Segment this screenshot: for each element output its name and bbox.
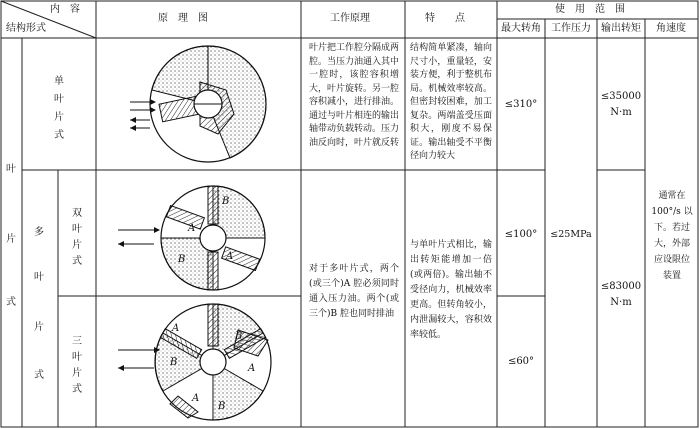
multi-principle: 对于多叶片式，两个(或三个)A 腔必须同时通入压力油。两个(或三个)B 腔也同时排油 [309,264,399,319]
single-features: 结构简单紧凑，轴向尺寸小，重量轻，安装方便，利于整机布局。机械效率较高。但密封较困难，加工复杂。两端盖受压面积大，刚度不易保证。输出轴受不平衡径向力较大 [410,43,492,161]
single-principle: 叶片把工作腔分隔成两腔。当压力油通入其中一腔时，该腔容积增大，叶片旋转。另一腔容积减小，进行排油。通过与叶片相连的输出轴带动负载转动。压力油反向时，叶片就反转 [309,43,400,148]
pressure-value: ≤25MPa [550,229,592,240]
label-double-2: 叶 [72,224,82,235]
label-multi-4: 式 [34,370,44,381]
header-features: 特 点 [425,13,465,24]
label-multi-2: 叶 [34,272,44,283]
double-diagram-label-a-bottom: A [226,251,234,262]
label-multi-1: 多 [34,227,44,238]
label-multi-3: 片 [34,322,44,333]
label-single-3: 片 [54,112,64,123]
angular-velocity-note: 通常在100°/s 以下。若过大，外部应设限位装置 [651,191,693,281]
single-vane-diagram [130,42,280,167]
header-torque: 输出转矩 [601,23,641,34]
triple-diagram-label-b-1: B [235,331,243,342]
triple-diagram-label-b-3: B [218,401,226,412]
header-angular-velocity: 角速度 [656,23,686,34]
double-diagram-label-b-bottom: B [178,254,186,265]
header-pressure: 工作压力 [551,23,591,34]
label-vane-3: 式 [6,297,16,308]
label-single-4: 式 [54,130,64,141]
single-torque-unit: N·m [610,107,632,118]
label-single-1: 单 [54,76,64,87]
label-vane-2: 片 [6,234,16,245]
double-diagram-label-a-top: A [188,223,196,234]
double-diagram-label-b-top: B [222,196,230,207]
triple-diagram-label-a-1: A [172,323,180,334]
multi-torque-unit: N·m [610,297,632,308]
header-usage-range: 使 用 范 围 [555,4,625,15]
header-content: 内 容 [50,4,80,15]
label-double-1: 双 [72,208,82,219]
triple-max-angle: ≤60° [507,356,535,367]
label-double-4: 式 [72,256,82,267]
label-double-3: 片 [72,240,82,251]
header-max-angle: 最大转角 [501,23,541,34]
double-vane-diagram [118,182,288,294]
label-single-2: 叶 [54,94,64,105]
multi-torque: ≤83000 [600,281,642,292]
triple-diagram-label-a-2: A [248,363,256,374]
header-diagram: 原 理 图 [158,13,208,24]
label-triple-2: 叶 [72,352,82,363]
header-principle: 工作原理 [330,13,370,24]
triple-diagram-label-b-2: B [170,357,178,368]
label-triple-1: 三 [72,336,82,347]
label-triple-3: 片 [72,368,82,379]
label-triple-4: 式 [72,384,82,395]
triple-vane-diagram [118,300,288,425]
double-max-angle: ≤100° [504,229,538,240]
single-max-angle: ≤310° [504,99,538,110]
multi-features: 与单叶片式相比，输出转矩能增加一倍(或两倍)。输出轴不受径向力，机械效率更高。但转角较小，内泄漏较大，容积效率较低。 [410,240,492,340]
triple-diagram-label-a-3: A [192,393,200,404]
label-vane-1: 叶 [6,164,16,175]
single-torque: ≤35000 [600,91,642,102]
header-structure: 结构形式 [6,23,46,34]
